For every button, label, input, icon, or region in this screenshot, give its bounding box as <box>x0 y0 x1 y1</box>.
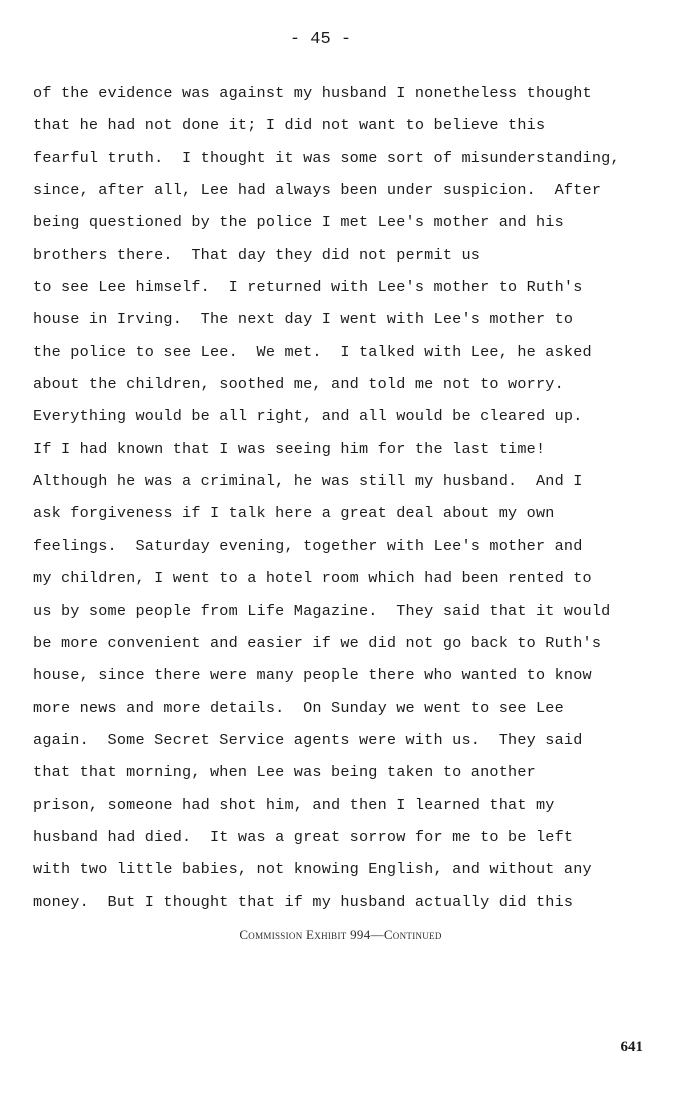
text-line: money. But I thought that if my husband actually did this <box>33 892 574 911</box>
text-line: of the evidence was against my husband I nonetheless thought <box>33 84 592 102</box>
text-line: my children, I went to a hotel room which had been rented to <box>33 569 592 588</box>
text-line: house, since there were many people there who wanted to know <box>33 666 592 685</box>
text-line: feelings. Saturday evening, together with Lee's mother and <box>33 536 583 555</box>
text-line: If I had known that I was seeing him for the last time! <box>33 439 546 458</box>
page-header-text: - 45 - <box>289 30 352 49</box>
text-line: house in Irving. The next day I went with Lee's mother to <box>33 310 574 329</box>
text-line: Although he was a criminal, he was still my husband. And I <box>33 472 583 491</box>
page-header-number <box>0 30 691 49</box>
text-line: again. Some Secret Service agents were with us. They said <box>33 730 583 749</box>
exhibit-caption-text: Commission Exhibit 994—Continued <box>239 927 442 942</box>
body-text <box>33 77 673 918</box>
text-line: fearful truth. I thought it was some sort of misunderstanding, <box>33 148 620 167</box>
text-line: husband had died. It was a great sorrow for me to be left <box>33 827 574 846</box>
folio-page-number: 641 <box>620 1039 643 1055</box>
text-line: more news and more details. On Sunday we went to see Lee <box>33 698 564 717</box>
text-line: brothers there. That day they did not permit us <box>33 245 481 264</box>
text-line: Everything would be all right, and all would be cleared up. <box>33 407 583 426</box>
text-line: ask forgiveness if I talk here a great deal about my own <box>33 504 555 523</box>
text-line: be more convenient and easier if we did not go back to Ruth's <box>33 633 602 652</box>
text-line: that that morning, when Lee was being taken to another <box>33 763 536 782</box>
text-line: being questioned by the police I met Lee's mother and his <box>33 213 564 232</box>
text-line: that he had not done it; I did not want to believe this <box>33 116 546 135</box>
text-line: the police to see Lee. We met. I talked with Lee, he asked <box>33 342 592 361</box>
text-line: prison, someone had shot him, and then I learned that my <box>33 795 555 814</box>
text-line: to see Lee himself. I returned with Lee's mother to Ruth's <box>33 278 583 297</box>
text-line: about the children, soothed me, and told me not to worry. <box>33 375 564 394</box>
text-line: with two little babies, not knowing English, and without any <box>33 860 592 879</box>
text-line: us by some people from Life Magazine. They said that it would <box>33 601 611 620</box>
text-line: since, after all, Lee had always been under suspicion. After <box>33 181 602 200</box>
exhibit-caption <box>0 927 691 943</box>
